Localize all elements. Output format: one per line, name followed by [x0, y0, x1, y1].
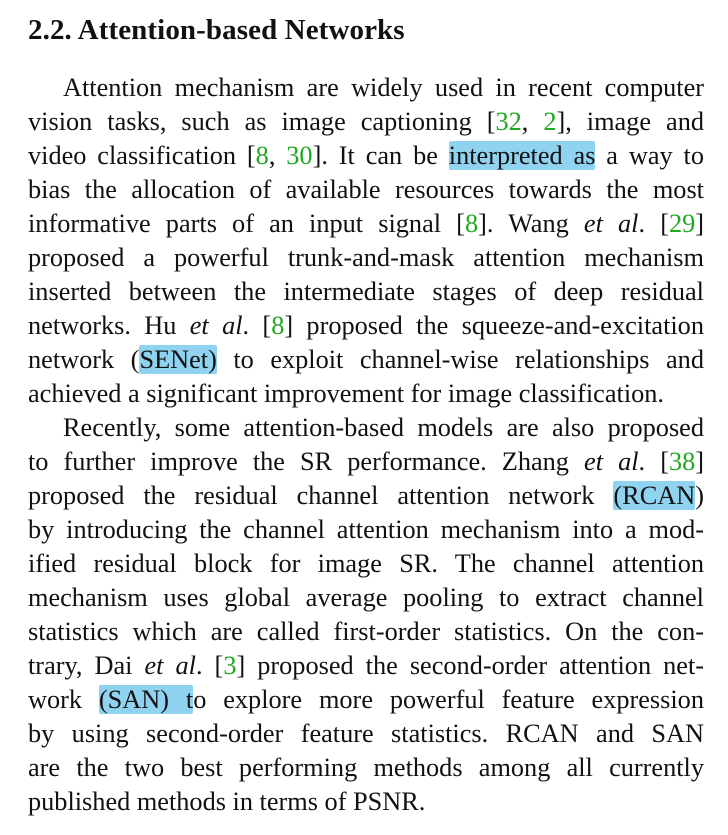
p2-line-12	[28, 785, 704, 819]
text: ]	[695, 209, 705, 238]
section-heading: 2.2. Attention-based Networks	[28, 14, 405, 46]
p1-line-9	[28, 343, 704, 377]
text: by introducing the channel attention mechanism into a mod-	[28, 515, 704, 544]
p1-line-1	[28, 71, 704, 105]
p2-line-6	[28, 581, 704, 615]
p2-line-11	[28, 751, 704, 785]
text: ] proposed the squeeze-and-excitation	[284, 311, 704, 340]
p2-line-4	[28, 513, 704, 547]
p1-line-6	[28, 241, 704, 275]
p2-line-5	[28, 547, 704, 581]
text: o explore more powerful feature expression	[193, 685, 704, 714]
text: ,	[521, 107, 544, 136]
p2-line-10	[28, 717, 704, 751]
highlight-interpreted-as[interactable]: interpreted as	[448, 141, 596, 170]
text: published methods in terms of PSNR.	[28, 787, 426, 816]
paragraph-2	[28, 411, 704, 819]
text: a way to	[595, 141, 704, 170]
p2-line-8	[28, 649, 704, 683]
citation-link-32[interactable]: 32	[495, 107, 522, 136]
text: . [	[638, 209, 669, 238]
p2-line-2	[28, 445, 704, 479]
citation-link-8[interactable]: 8	[464, 209, 479, 238]
et-al: et al	[189, 311, 243, 340]
text: video classification [	[28, 141, 256, 170]
paper-section	[28, 10, 704, 819]
text: mechanism uses global average pooling to extract channel	[28, 583, 704, 612]
text: achieved a significant improvement for image classification.	[28, 379, 665, 408]
text: . [	[242, 311, 272, 340]
text: ]	[695, 447, 705, 476]
text: networks. Hu	[28, 311, 190, 340]
p2-line-3	[28, 479, 704, 513]
text: . [	[195, 651, 224, 680]
text: Attention mechanism are widely used in recent computer	[63, 73, 704, 102]
citation-link-8[interactable]: 8	[271, 311, 285, 340]
text: ]. Wang	[478, 209, 584, 238]
p1-line-4	[28, 173, 704, 207]
text: proposed a powerful trunk-and-mask attention mechanism	[28, 243, 704, 272]
et-al: et al	[144, 651, 196, 680]
text: are the two best performing methods among all currently	[28, 753, 704, 782]
citation-link-3[interactable]: 3	[223, 651, 237, 680]
p1-line-5	[28, 207, 704, 241]
citation-link-38[interactable]: 38	[668, 447, 696, 476]
text: informative parts of an input signal [	[28, 209, 465, 238]
text: ,	[268, 141, 287, 170]
text: network (	[28, 345, 140, 374]
text: bias the allocation of available resources towards the most	[28, 175, 704, 204]
text: work	[28, 685, 99, 714]
p1-line-8	[28, 309, 704, 343]
text: proposed the residual channel attention network	[28, 481, 614, 510]
et-al: et al	[584, 447, 639, 476]
p2-line-7	[28, 615, 704, 649]
paragraph-1	[28, 71, 704, 411]
highlight-san[interactable]: (SAN) t	[98, 685, 194, 714]
citation-link-29[interactable]: 29	[668, 209, 696, 238]
citation-link-30[interactable]: 30	[286, 141, 313, 170]
text: ]. It can be	[312, 141, 449, 170]
text: inserted between the intermediate stages of deep residual	[28, 277, 704, 306]
text: to further improve the SR performance. Zhang	[28, 447, 585, 476]
p1-line-2	[28, 105, 704, 139]
highlight-senet[interactable]: SENet)	[139, 345, 217, 374]
text: trary, Dai	[28, 651, 145, 680]
citation-link-2[interactable]: 2	[543, 107, 557, 136]
text: ] proposed the second-order attention net-	[236, 651, 705, 680]
text: statistics which are called first-order statistics. On the con-	[28, 617, 704, 646]
text: vision tasks, such as image captioning [	[28, 107, 496, 136]
p1-line-3	[28, 139, 704, 173]
text: ified residual block for image SR. The channel attention	[28, 549, 704, 578]
text: to exploit channel-wise relationships and	[216, 345, 704, 374]
p1-line-7	[28, 275, 704, 309]
highlight-rcan[interactable]: (RCAN	[613, 481, 696, 510]
et-al: et al	[583, 209, 639, 238]
text: ], image and	[556, 107, 704, 136]
text: )	[695, 481, 704, 510]
p2-line-9	[28, 683, 704, 717]
citation-link-8[interactable]: 8	[255, 141, 269, 170]
text: Recently, some attention-based models are also proposed	[63, 413, 704, 442]
p2-line-1	[28, 411, 704, 445]
p1-line-10	[28, 377, 704, 411]
text: . [	[638, 447, 669, 476]
text: by using second-order feature statistics. RCAN and SAN	[28, 719, 704, 748]
